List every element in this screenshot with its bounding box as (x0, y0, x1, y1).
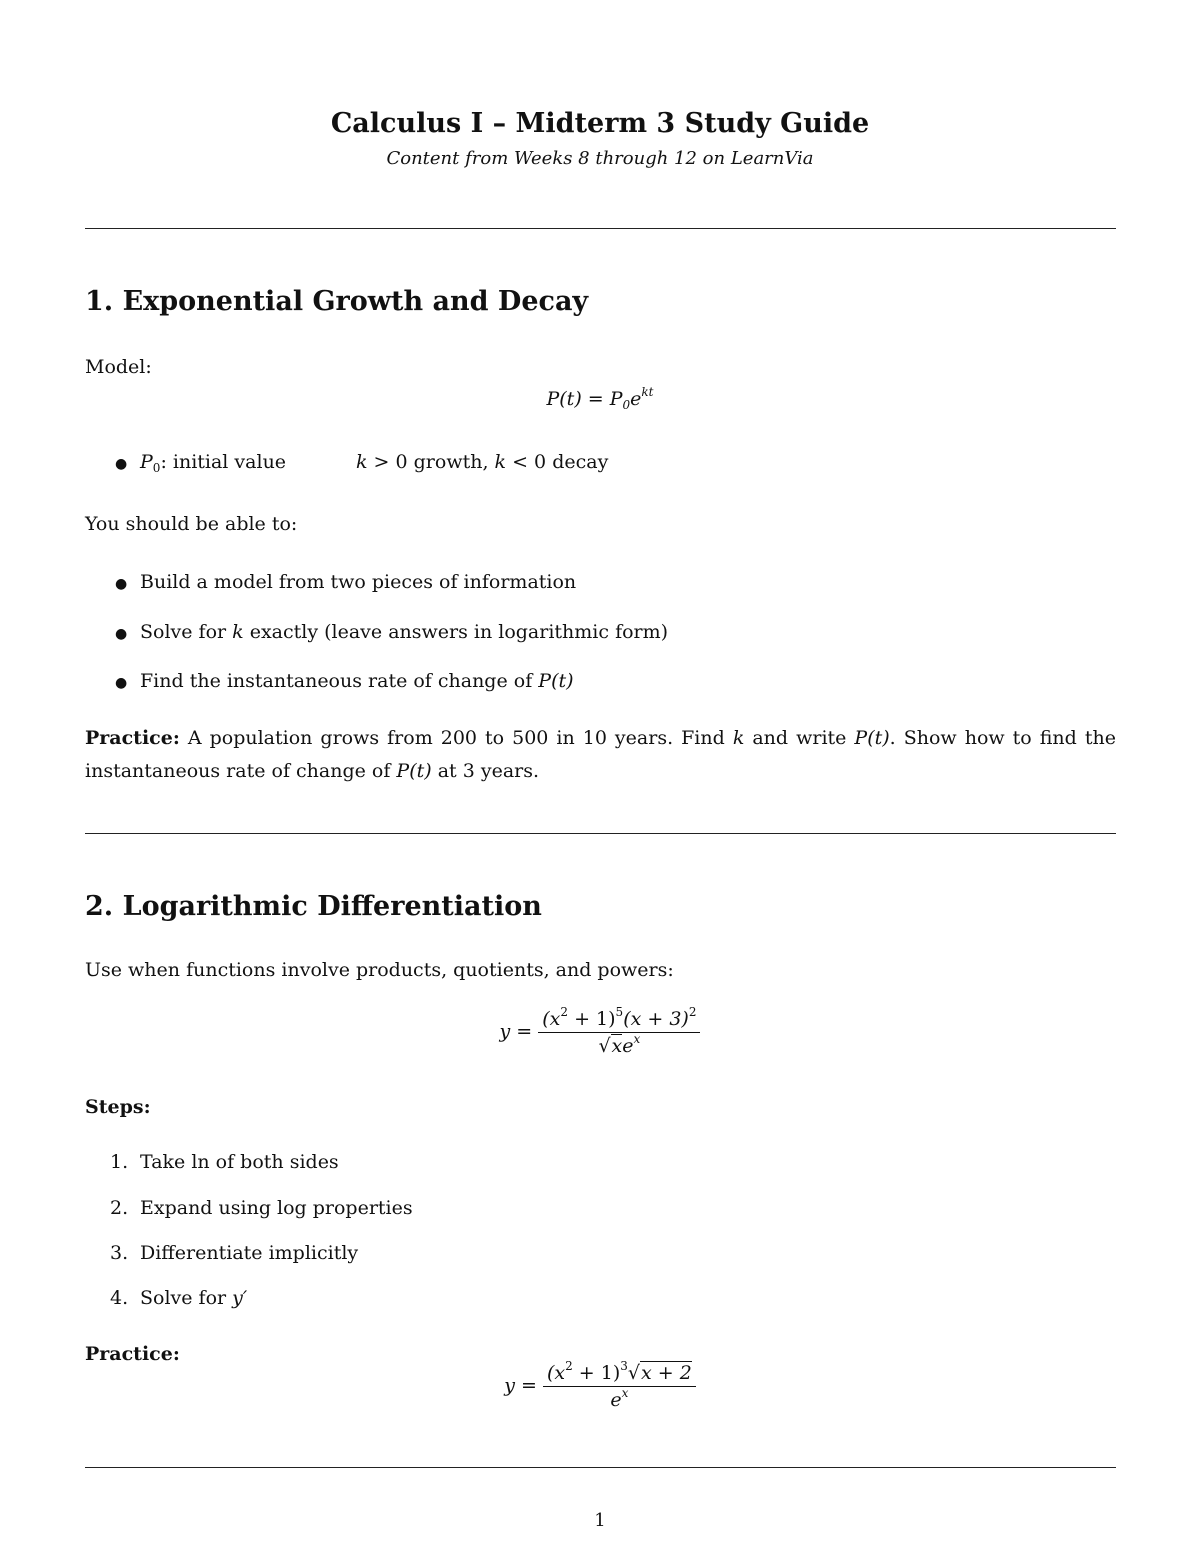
section-1-heading: 1. Exponential Growth and Decay (85, 286, 589, 317)
able-to-label: You should be able to: (85, 513, 298, 535)
exponential-model-formula: $P(t) = P_0e^{kt}$ (546, 385, 654, 412)
step-item: Take ln of both sides (140, 1151, 339, 1173)
document-subtitle: Content from Weeks 8 through 12 on LearnVia (386, 148, 814, 169)
document-title: Calculus I – Midterm 3 Study Guide (330, 108, 870, 139)
divider-bottom (85, 1467, 1116, 1468)
bullet-initial-value: $P_0$: initial value (140, 451, 287, 475)
bullet-icon: ● (115, 576, 128, 592)
step-number: 3. (110, 1242, 129, 1264)
divider-section-1 (85, 833, 1116, 834)
section-2-heading: 2. Logarithmic Differentiation (85, 891, 542, 922)
step-item: Expand using log properties (140, 1197, 413, 1219)
practice-label: Practice: (85, 1343, 180, 1365)
growth-decay-condition: k > 0 growth, k < 0 decay (356, 451, 609, 473)
divider-top (85, 228, 1116, 229)
log-diff-example-equation: y = $\frac{(x^2 + 1)^5(x + 3)^2}{√xe^x}$ (0, 1008, 1200, 1057)
page-number: 1 (594, 1510, 606, 1531)
log-diff-practice-equation: y = $\frac{(x^2 + 1)^3√x + 2}{e^x}$ (0, 1362, 1200, 1411)
step-number: 2. (110, 1197, 129, 1219)
skill-item: Find the instantaneous rate of change of P(t) (140, 670, 574, 692)
bullet-icon: ● (115, 626, 128, 642)
section-1-practice: Practice: A population grows from 200 to 500 in 10 years. Find k and write P(t). Show how to find the instantaneous rate of change of P(t) at 3 years. (85, 727, 1116, 782)
step-item: Differentiate implicitly (140, 1242, 359, 1264)
section-2-intro: Use when functions involve products, quotients, and powers: (85, 959, 674, 981)
bullet-icon: ● (115, 675, 128, 691)
skill-item: Solve for k exactly (leave answers in logarithmic form) (140, 621, 669, 643)
skill-item: Build a model from two pieces of information (140, 571, 577, 593)
bullet-icon: ● (115, 456, 128, 472)
step-number: 1. (110, 1151, 129, 1173)
model-label: Model: (85, 356, 152, 378)
steps-label: Steps: (85, 1096, 151, 1118)
step-item: Solve for y′ (140, 1287, 248, 1309)
step-number: 4. (110, 1287, 129, 1309)
